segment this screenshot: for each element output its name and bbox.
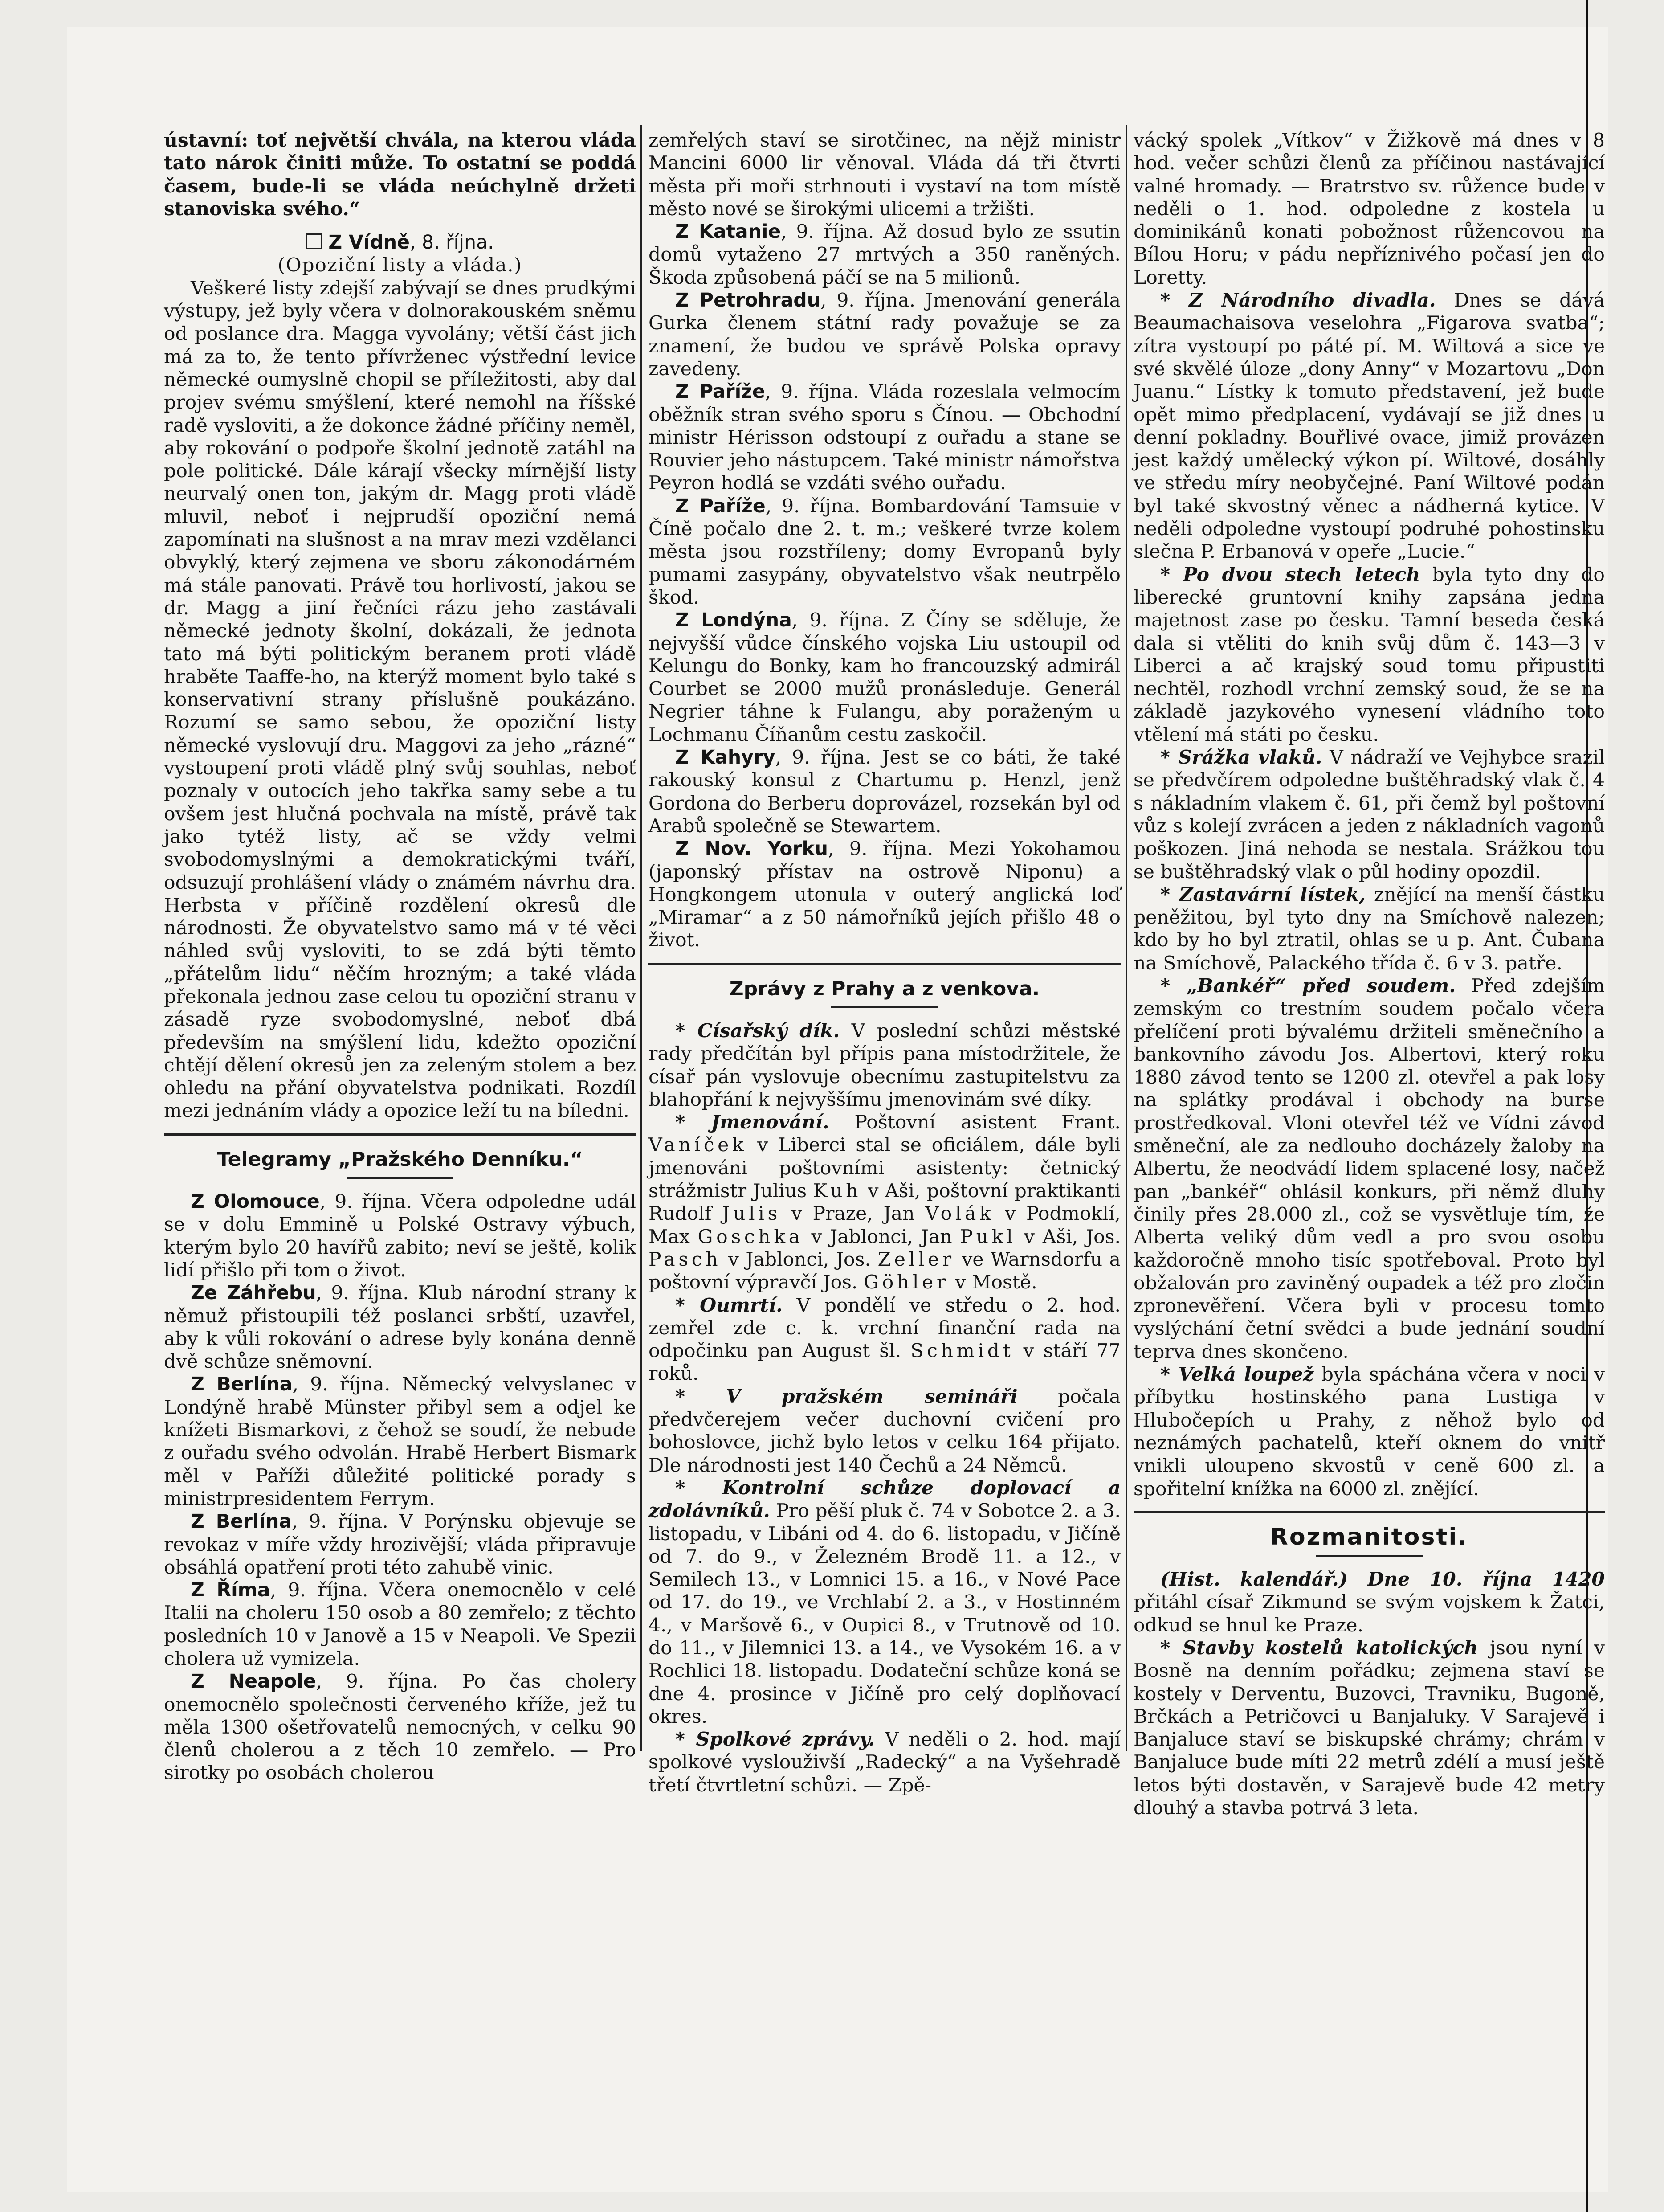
telegram-text: Bombardování Tamsuie v Číně počalo dne 2. t. m.; veškeré tvrze kolem města jsou rozstříleny; domy Evropanů byly pumami zasypány, obyvatelstvo však neutrpělo škod. xyxy=(648,495,1121,609)
telegram-item xyxy=(648,495,1121,609)
telegram-location: Z Kahyry xyxy=(675,747,775,769)
telegram-item xyxy=(648,221,1121,289)
telegram-item xyxy=(648,838,1121,952)
short-rule xyxy=(1316,1555,1423,1557)
news-item-text: V neděli o 2. hod. mají spolkové vyslouživší „Radecký“ a na Vyšehradě třetí čtvrtletní schůzi. — Zpě- xyxy=(648,1729,1121,1796)
telegram-text: Jmenování generála Gurka členem státní rady považuje se za znamení, že budou ve správě Polska opravy zavedeny. xyxy=(648,290,1121,380)
section-rule xyxy=(1134,1511,1605,1513)
telegram-location: Z Londýna xyxy=(675,609,792,632)
news-item-text: Dnes se dává Beaumachaisova veselohra „Figarova svatba“; zítra vystoupí po páté pí. M. Wiltová a sice ve své skvělé úloze „dony Anny“ v Mozartovu „Don Juanu.“ Lístky k tomuto představení, jež bude opět mimo předplacení, vydávají se již dnes u denní pokladny. Bouřlivé ovace, jimiž provázen jest každý umělecký výkon pí. Wiltové, dosáhly ve středu míry neobyčejné. Paní Wiltové podán byl také skvostný věnec a nádherná kytice. V neděli odpoledne vystoupí podruhé pohostinsku slečna P. Erbanová v opeře „Lucie.“ xyxy=(1134,290,1605,563)
news-item-text: V nádraží ve Vejhybce srazil se předvčírem odpoledne buštěhradský vlak č. 4 s nákladním vlakem č. 61, při čemž byl poštovní vůz s kolejí zvrácen a jeden z nákladních vagonů poškozen. Jiná nehoda se nestala. Srážkou tou se buštěhradský vlak o půl hodiny opozdil. xyxy=(1134,747,1605,883)
news-item: * Spolkové zprávy. V neděli o 2. hod. mají spolkové vyslouživší „Radecký“ a na Vyšehradě třetí čtvrtletní schůzi. — Zpě- xyxy=(648,1728,1121,1796)
short-rule xyxy=(831,1006,938,1008)
news-item-text: Pro pěší pluk č. 74 v Sobotce 2. a 3. listopadu, v Libáni od 4. do 6. listopadu, v Jičíně od 7. do 9., v Železném Brodě 11. a 12., v Semilech 13., v Lomnici 15. a 16., v Nové Pace od 17. do 19., ve Vrchlabí 2. a 3., v Hostinném 4., v Maršově 6., v Oupici 8., v Trutnově od 10. do 11., v Jilemnici 13. a 14., ve Vysokém 16. a v Rochlici 18. listopadu. Dodateční schůze koná se dne 4. prosince v Jičíně pro celý doplňovací okres. xyxy=(648,1500,1121,1728)
news-item-text: počala předvčerejem večer duchovní cvičení pro bohoslovce, jichž bylo letos v celku 164 přijato. Dle národnosti jest 140 Čechů a 24 Němců. xyxy=(648,1386,1121,1476)
telegram-item xyxy=(164,1579,636,1670)
miscellany-item-title: (Hist. kalendář.) xyxy=(1160,1568,1348,1591)
column-3 xyxy=(1134,129,1605,1819)
person-name: Pukl xyxy=(960,1226,1016,1248)
telegram-date: , 9. října. xyxy=(316,1282,409,1304)
column-2-continuation: zemřelých staví se sirotčinec, na nějž ministr Mancini 6000 lir věnoval. Vláda dá tři čtvrti města při moři strhnouti i vystaví na tom místě město nové se širokými ulicemi a tržišti. xyxy=(648,130,1121,220)
miscellany-item-title: Stavby kostelů katolických xyxy=(1183,1637,1478,1659)
news-item: * Srážka vlaků. V nádraží ve Vejhybce srazil se předvčírem odpoledne buštěhradský vlak č. 4 s nákladním vlakem č. 61, při čemž byl poštovní vůz s kolejí zvrácen a jeden z nákladních vagonů poškozen. Jiná nehoda se nestala. Srážkou tou se buštěhradský vlak o půl hodiny opozdil. xyxy=(1134,746,1605,883)
miscellany-item: * Stavby kostelů katolických jsou nyní v Bosně na denním pořádku; zejmena staví se kostely v Derventu, Buzovci, Travniku, Bugoně, Brčkách a Petričovci u Banjaluky. V Sarajevě i Banjaluce staví se biskupské chrámy; chrám v Banjaluce bude míti 22 metrů zdélí a musí ještě letos býti dostavěn, v Sarajevě bude 42 metry dlouhý a stavba potrvá 3 leta. xyxy=(1134,1637,1605,1819)
news-item-title: Jmenování. xyxy=(711,1111,829,1134)
news-item-text: byla spáchána včera v noci v příbytku hostinského pana Lustiga v Hlubočepích u Prahy, z něhož bylo od neznámých pachatelů, kteří oknem do vnitř vnikli uloupeno skvostů v ceně 600 zl. a spořitelní knížka na 6000 zl. znějící. xyxy=(1134,1364,1605,1500)
miscellany-item-date: Dne 10. října 1420 xyxy=(1347,1568,1605,1591)
person-name: Julis xyxy=(722,1203,781,1225)
column-3-continuation: vácký spolek „Vítkov“ v Žižkově má dnes v 8 hod. večer schůzi členů za příčinou nastávající valné hromady. — Bratrstvo sv. růžence bude v neděli o 1. hod. odpoledne z kostela u dominikánů konati pobožnost růžencovou na Bílou Horu; v pádu nepříznivého počasí jen do Loretty. xyxy=(1134,130,1605,289)
vienna-article-body: Veškeré listy zdejší zabývají se dnes prudkými výstupy, jež byly včera v dolnorakouském sněmu od poslance dra. Magga vyvolány; větší část jich má za to, že tento přívrženec výstřední levice německé oumyslně chopil se příležitosti, aby dal projev svému smýšlení, které nemohl na říšské radě vysloviti, a že dokonce žádné příčiny neměl, aby rokování o podpoře školní jednotě zatáhl na pole politické. Dále kárají všecky mírnější listy neurvalý onen ton, jakým dr. Magg proti vládě mluvil, neboť i nejprudší opoziční nemá zapomínati na slušnost a na mrav mezi vzdělanci obvyklý, který zejmena ve sboru zákonodárném má stále panovati. Právě tou horlivostí, jakou se dr. Magg a jiní řečníci rázu jeho zastávali německé jednoty školní, dokázali, že jednota tato má býti politickým beranem proti vládě hraběte Taaffe-ho, na kterýž moment bylo také s konservativní strany příslušně poukázáno. Rozumí se samo sebou, že opoziční listy německé vyslovují dru. Maggovi za jeho „rázné“ vystoupení proti vládě plný svůj souhlas, neboť poznaly v outocích jeho takřka samy sebe a tu ovšem jest hlučná pochvala na místě, právě tak jako tytéž listy, ač se vždy velmi svobodomyslnými a demokratickými tváří, odsuzují prohlášení vlády o známém návrhu dra. Herbsta v příčině rozdělení okresů dle národnosti. Že obyvatelstvo samo má v té věci náhled svůj vysloviti, to se zdá býti těmto „přátelům lidu“ něčím hrozným; a také vláda překonala jednou zase celou tu opoziční stranu v zásadě ryze svobodomyslné, neboť dbá především na smýšlení lidu, kdežto opoziční chtějí dělení okresů jen za zeleným stolem a bez ohledu na přání obyvatelstva podnikati. Rozdíl mezi jednáním vlády a opozice leží tu na bíledni. xyxy=(164,277,636,1122)
column-divider-1 xyxy=(640,125,642,1751)
news-item-title: Srážka vlaků. xyxy=(1178,746,1322,769)
dateline-date: , 8. října. xyxy=(409,232,494,254)
news-item-title: Velká loupež xyxy=(1178,1363,1314,1386)
telegram-date: , 9. října. xyxy=(791,609,890,632)
vienna-dateline xyxy=(164,231,636,254)
news-item: * Císařský dík. V poslední schůzi městské rady předčítán byl přípis pana místodržitele, že císař pán vyslovuje obecnímu zastupitelstvu za blahopřání k nejvyššímu jmenovinám své díky. xyxy=(648,1019,1121,1111)
column-1 xyxy=(164,129,636,1785)
telegram-item xyxy=(648,609,1121,746)
telegram-location: Z Berlína xyxy=(191,1374,293,1396)
news-item: * Zastavární lístek, znějící na menší částku peněžitou, byl tyto dny na Smíchově nalezen; kdo by ho byl ztratil, ohlas se u p. Ant. Čubana na Smíchově, Palackého třída č. 6 v 3. patře. xyxy=(1134,883,1605,974)
column-divider-2 xyxy=(1126,125,1127,1751)
dateline-location: Z Vídně xyxy=(328,232,410,254)
column-1-opening-paragraph: ústavní: toť největší chvála, na kterou vláda tato nárok činiti může. To ostatní se poddá časem, bude-li se vláda neúchylně držeti stanoviska svého.“ xyxy=(164,129,636,220)
news-item-title: Kontrolní schůze doplovací a zdolávníků. xyxy=(648,1476,1121,1522)
news-item-text: Před zdejším zemským co trestním soudem počalo včera přelíčení proti bývalému držiteli směnečního a bankovního závodu Jos. Albertovi, který roku 1880 závod tento se 1200 zl. otevřel a pak losy na splátky prodával i obchody na burse prostředkoval. Vloni otevřel též ve Vídni závod směneční, ale za nedlouho docházely žaloby na Albertu, že neodvádí lidem splacené losy, načež pan „bankéř“ ohlásil konkurs, při němž dluhy činily přes 28.000 zl., což se vysvětluje tím, že Alberta veliký dům vedl a pro svou osobu každoročně mnoho tisíc spotřeboval. Proto byl obžalován pro zaviněný oupadek a též pro zločin zpronevěření. Včera byli v procesu tomto vyslýchání četní svědci a bude jednání soudní teprva dnes skončeno. xyxy=(1134,975,1605,1363)
news-item-title: Oumrtí. xyxy=(700,1294,783,1317)
telegram-date: , 9. října. xyxy=(292,1374,391,1396)
telegram-section-heading: Telegramy „Pražského Denníku.“ xyxy=(217,1148,583,1171)
telegram-date: , 9. října. xyxy=(775,747,872,769)
telegram-location: Z Nov. Yorku xyxy=(675,838,828,860)
telegram-text: Z Číny se sděluje, že nejvyšší vůdce čínského vojska Liu ustoupil od Kelungu do Bonky, kam ho francouzský admirál Courbet se 2000 mužů pronásleduje. Generál Negrier táhne k Fulangu, aby poraženým u Lochmanu Číňanům cestu zaskočil. xyxy=(648,609,1121,746)
telegram-text: Klub národní strany k němuž přistoupili též poslanci srbští, uzavřel, aby k vůli rokování o adrese byly konána denně dvě schůze sněmovní. xyxy=(164,1282,636,1373)
telegram-location: Z Berlína xyxy=(191,1511,292,1533)
telegram-text: V Porýnsku objevuje se revokaz v míře vždy hrozivější; vláda připravuje obsáhlá opatření proti této zahubě vinic. xyxy=(164,1511,636,1578)
person-name: Kuh xyxy=(813,1180,862,1202)
telegram-date: , 9. října. xyxy=(828,838,934,860)
telegram-text: Po čas cholery onemocnělo společnosti červeného kříže, jež tu měla 1300 ošetřovatelů nemocných, v celku 90 členů cholerou a z těch 10 zemřelo. — Pro sirotky po osobách cholerou xyxy=(164,1671,636,1784)
news-item-text: V poslední schůzi městské rady předčítán byl přípis pana místodržitele, že císař pán vyslovuje obecnímu zastupitelstvu za blahopřání k nejvyššímu jmenovinám své díky. xyxy=(648,1020,1121,1111)
news-item-text: byla tyto dny do liberecké gruntovní knihy zapsána jedna majetnost zase po česku. Tamní beseda česká dala si vtěliti do knih svůj dům č. 143—3 v Liberci a ač krajský soud tomu připustiti nechtěl, rozhodl vrchní zemský soud, že se na základě jazykového vynesení vládního toto vtělení má státi po česku. xyxy=(1134,564,1605,746)
telegram-text: Včera onemocnělo v celé Italii na choleru 150 osob a 80 zemřelo; z těchto posledních 10 v Janově a 15 v Neapoli. Ve Spezii cholera už vymizela. xyxy=(164,1579,636,1670)
miscellany-section-heading: Rozmanitosti. xyxy=(1270,1523,1468,1550)
miscellany-item xyxy=(1134,1568,1605,1637)
box-marker-icon xyxy=(306,233,322,249)
person-name: Pasch xyxy=(648,1248,722,1271)
news-item-title: Císařský dík. xyxy=(697,1019,840,1042)
telegram-location: Z Neapole xyxy=(191,1671,316,1693)
person-name: Goschka xyxy=(697,1226,803,1248)
miscellany-item-text: přitáhl císař Zikmund se svým vojskem k Žatci, odkud se hnul ke Praze. xyxy=(1134,1591,1605,1636)
telegram-item xyxy=(164,1282,636,1373)
telegram-date: , 9. října. xyxy=(820,290,916,312)
telegram-text: Mezi Yokohamou (japonský přístav na ostrově Niponu) a Hongkongem utonula v outerý anglická loď „Miramar“ a z 50 námořníků jejích přišlo 48 o život. xyxy=(648,838,1121,952)
telegram-date: , 9. října. xyxy=(292,1511,388,1533)
telegram-text: Jest se co báti, že také rakouský konsul z Chartumu p. Henzl, jenž Gordona do Berberu doprovázel, rozsekán byl od Arabů společně se Stewartem. xyxy=(648,747,1121,837)
telegram-text: Až dosud bylo ze ssutin domů vytaženo 27 mrtvých a 350 raněných. Škoda způsobená páčí se na 5 milionů. xyxy=(648,221,1121,289)
telegram-item xyxy=(164,1373,636,1510)
telegram-text: Německý velvyslanec v Londýně hrabě Münster přibyl sem a odjel ke knížeti Bismarkovi, z čehož se soudí, že nebude z ouřadu svého odvolán. Hrabě Herbert Bismark měl v Paříži důležité politické porady s ministrpresidentem Ferrym. xyxy=(164,1374,636,1510)
miscellany-item-text: jsou nyní v Bosně na denním pořádku; zejmena staví se kostely v Derventu, Buzovci, Travniku, Bugoně, Brčkách a Petričovci u Banjaluky. V Sarajevě i Banjaluce staví se biskupské chrámy; chrám v Banjaluce bude míti 22 metrů zdélí a musí ještě letos býti dostavěn, v Sarajevě bude 42 metry dlouhý a stavba potrvá 3 leta. xyxy=(1134,1637,1605,1819)
telegram-date: , 9. října. xyxy=(316,1671,439,1693)
telegram-location: Z Olomouce xyxy=(191,1191,320,1213)
news-item-title: V pražském semináři xyxy=(726,1385,1018,1408)
person-name: Göhler xyxy=(864,1272,949,1294)
person-name: Volák xyxy=(925,1203,995,1225)
telegram-location: Z Petrohradu xyxy=(675,290,820,312)
telegram-item xyxy=(164,1190,636,1282)
person-name: Zeller xyxy=(877,1248,955,1271)
person-name: Vaníček xyxy=(648,1134,747,1157)
news-item: * „Bankéř“ před soudem. Před zdejším zemským co trestním soudem počalo včera přelíčení proti bývalému držiteli směnečního a bankovního závodu Jos. Albertovi, který roku 1880 závod tento se 1200 zl. otevřel a pak losy na splátky prodával i obchody na burse prostředkoval. Vloni otevřel též ve Vídni závod směneční, ale za nedlouho docházely žaloby na Albertu, že neodvádí lidem splacené losy, načež pan „bankéř“ ohlásil konkurs, při němž dluhy činily přes 28.000 zl., což se vysvětluje tím, že Alberta veliký dům vedl a pro svou osobu každoročně mnoho tisíc spotřeboval. Proto byl obžalován pro zaviněný oupadek a též pro zločin zpronevěření. Včera byli v procesu tomto vyslýchání četní svědci a bude jednání soudní teprva dnes skončeno. xyxy=(1134,974,1605,1363)
person-name: Schmidt xyxy=(910,1340,1014,1362)
news-item-text: znějící na menší částku peněžitou, byl tyto dny na Smíchově nalezen; kdo by ho byl ztratil, ohlas se u p. Ant. Čubana na Smíchově, Palackého třída č. 6 v 3. patře. xyxy=(1134,883,1605,974)
news-item-title: „Bankéř“ před soudem. xyxy=(1186,974,1456,997)
telegram-location: Z Paříže xyxy=(675,495,766,517)
telegram-date: , 9. října. xyxy=(319,1191,412,1213)
short-rule xyxy=(347,1177,453,1179)
news-item: * Z Národního divadla. Dnes se dává Beaumachaisova veselohra „Figarova svatba“; zítra vystoupí po páté pí. M. Wiltová a sice ve své skvělé úloze „dony Anny“ v Mozartovu „Don Juanu.“ Lístky k tomuto představení, jež bude opět mimo předplacení, vydávají se již dnes u denní pokladny. Bouřlivé ovace, jimiž provázen jest každý umělecký výkon pí. Wiltové, dosáhly ve středu míry neobyčejné. Paní Wiltové podán byl také skvostný věnec a nádherná kytice. V neděli odpoledne vystoupí podruhé pohostinsku slečna P. Erbanová v opeře „Lucie.“ xyxy=(1134,289,1605,563)
telegram-item xyxy=(164,1510,636,1579)
news-item: * Jmenování. Poštovní asistent Frant. Vaníček v Liberci stal se oficiálem, dále byli jmenováni poštovními asistenty: četnický strážmistr Julius Kuh v Aši, poštovní praktikanti Rudolf Julis v Praze, Jan Volák v Podmoklí, Max Goschka v Jablonci, Jan Pukl v Aši, Jos. Pasch v Jablonci, Jos. Zeller ve Warnsdorfu a poštovní výpravčí Jos. Göhler v Mostě. xyxy=(648,1111,1121,1294)
news-item: * Velká loupež byla spáchána včera v noci v příbytku hostinského pana Lustiga v Hlubočepích u Prahy, z něhož bylo od neznámých pachatelů, kteří oknem do vnitř vnikli uloupeno skvostů v ceně 600 zl. a spořitelní knížka na 6000 zl. znějící. xyxy=(1134,1363,1605,1500)
telegram-location: Ze Záhřebu xyxy=(191,1282,316,1304)
telegram-text: Včera odpoledne udál se v dolu Emmině u Polské Ostravy výbuch, kterým bylo 20 havířů zabito; neví se ještě, kolik lidí přišlo při tom o život. xyxy=(164,1191,636,1281)
telegram-location: Z Říma xyxy=(191,1579,270,1602)
article-subheading: (Opoziční listy a vláda.) xyxy=(277,254,522,277)
news-item: * V pražském semináři počala předvčerejem večer duchovní cvičení pro bohoslovce, jichž bylo letos v celku 164 přijato. Dle národnosti jest 140 Čechů a 24 Němců. xyxy=(648,1385,1121,1476)
telegram-date: , 9. října. xyxy=(765,495,861,517)
local-news-section-heading: Zprávy z Prahy a z venkova. xyxy=(729,977,1040,1000)
telegram-text: Vláda rozeslala velmocím oběžník stran svého sporu s Čínou. — Obchodní ministr Hérisson odstoupí z ouřadu a stane se Rouvier jeho nástupcem. Také ministr námořstva Peyron hodlá se vzdáti svého ouřadu. xyxy=(648,381,1121,495)
telegram-item xyxy=(164,1670,636,1784)
telegram-location: Z Paříže xyxy=(675,381,765,403)
news-item-title: Spolkové zprávy. xyxy=(696,1728,875,1751)
news-item: * Kontrolní schůze doplovací a zdolávníků. Pro pěší pluk č. 74 v Sobotce 2. a 3. listopadu, v Libáni od 4. do 6. listopadu, v Jičíně od 7. do 9., v Železném Brodě 11. a 12., v Semilech 13., v Lomnici 15. a 16., v Nové Pace od 17. do 19., ve Vrchlabí 2. a 3., v Hostinném 4., v Maršově 6., v Oupici 8., v Trutnově od 10. do 11., v Jilemnici 13. a 14., ve Vysokém 16. a v Rochlici 18. listopadu. Dodateční schůze koná se dne 4. prosince v Jičíně pro celý doplňovací okres. xyxy=(648,1476,1121,1728)
news-item: * Po dvou stech letech byla tyto dny do liberecké gruntovní knihy zapsána jedna majetnost zase po česku. Tamní beseda česká dala si vtěliti do knih svůj dům č. 143—3 v Liberci a ač krajský soud tomu připustiti nechtěl, rozhodl vrchní zemský soud, že se na základě jazykového vynesení vládního toto vtělení má státi po česku. xyxy=(1134,563,1605,746)
telegram-location: Z Katanie xyxy=(675,221,781,243)
section-rule xyxy=(648,963,1121,965)
telegram-date: , 9. října. xyxy=(765,381,859,403)
news-item: * Oumrtí. V pondělí ve středu o 2. hod. zemřel zde c. k. vrchní finanční rada na odpočinku pan August šl. Schmidt v stáří 77 roků. xyxy=(648,1294,1121,1385)
telegram-item xyxy=(648,746,1121,838)
section-rule xyxy=(164,1133,636,1136)
news-item-title: Z Národního divadla. xyxy=(1189,289,1436,312)
news-item-title: Zastavární lístek, xyxy=(1179,883,1366,906)
column-2 xyxy=(648,129,1121,1797)
telegram-date: , 9. října. xyxy=(781,221,874,243)
telegram-item xyxy=(648,289,1121,380)
telegram-item xyxy=(648,380,1121,495)
telegram-date: , 9. října. xyxy=(270,1579,368,1602)
news-item-title: Po dvou stech letech xyxy=(1183,563,1420,586)
